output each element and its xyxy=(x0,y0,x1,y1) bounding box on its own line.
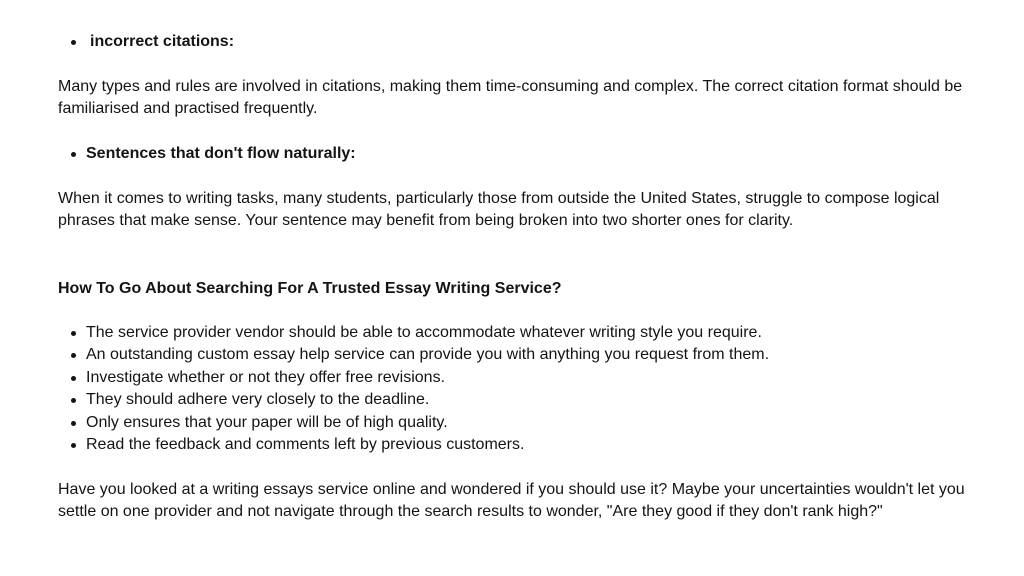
paragraph-citations: Many types and rules are involved in citations, making them time-consuming and complex. The correct citation format should be familiarised and practised frequently. xyxy=(58,78,963,118)
list-item: Read the feedback and comments left by previous customers. xyxy=(58,434,968,456)
section-heading: How To Go About Searching For A Trusted Essay Writing Service? xyxy=(58,280,562,297)
list-item: They should adhere very closely to the deadline. xyxy=(58,389,968,411)
list-item: An outstanding custom essay help service can provide you with anything you request from them. xyxy=(58,344,968,366)
list-item: Only ensures that your paper will be of high quality. xyxy=(58,412,968,434)
list-item: The service provider vendor should be able to accommodate whatever writing style you require. xyxy=(58,322,968,344)
list-item: incorrect citations: xyxy=(58,31,968,53)
list-item: Sentences that don't flow naturally: xyxy=(58,143,968,165)
bullet-list-citations xyxy=(58,31,968,53)
list-item: Investigate whether or not they offer free revisions. xyxy=(58,367,968,389)
paragraph-closing: Have you looked at a writing essays service online and wondered if you should use it? Maybe your uncertainties wouldn't let you settle on one provider and not navigate through the search results to wonder, "Are they good if they don't rank high?" xyxy=(58,481,965,521)
paragraph-sentences: When it comes to writing tasks, many students, particularly those from outside the United States, struggle to compose logical phrases that make sense. Your sentence may benefit from being broken into two shorter ones for clarity. xyxy=(58,190,940,230)
criteria-list xyxy=(58,322,968,456)
bullet-list-sentences xyxy=(58,143,968,165)
